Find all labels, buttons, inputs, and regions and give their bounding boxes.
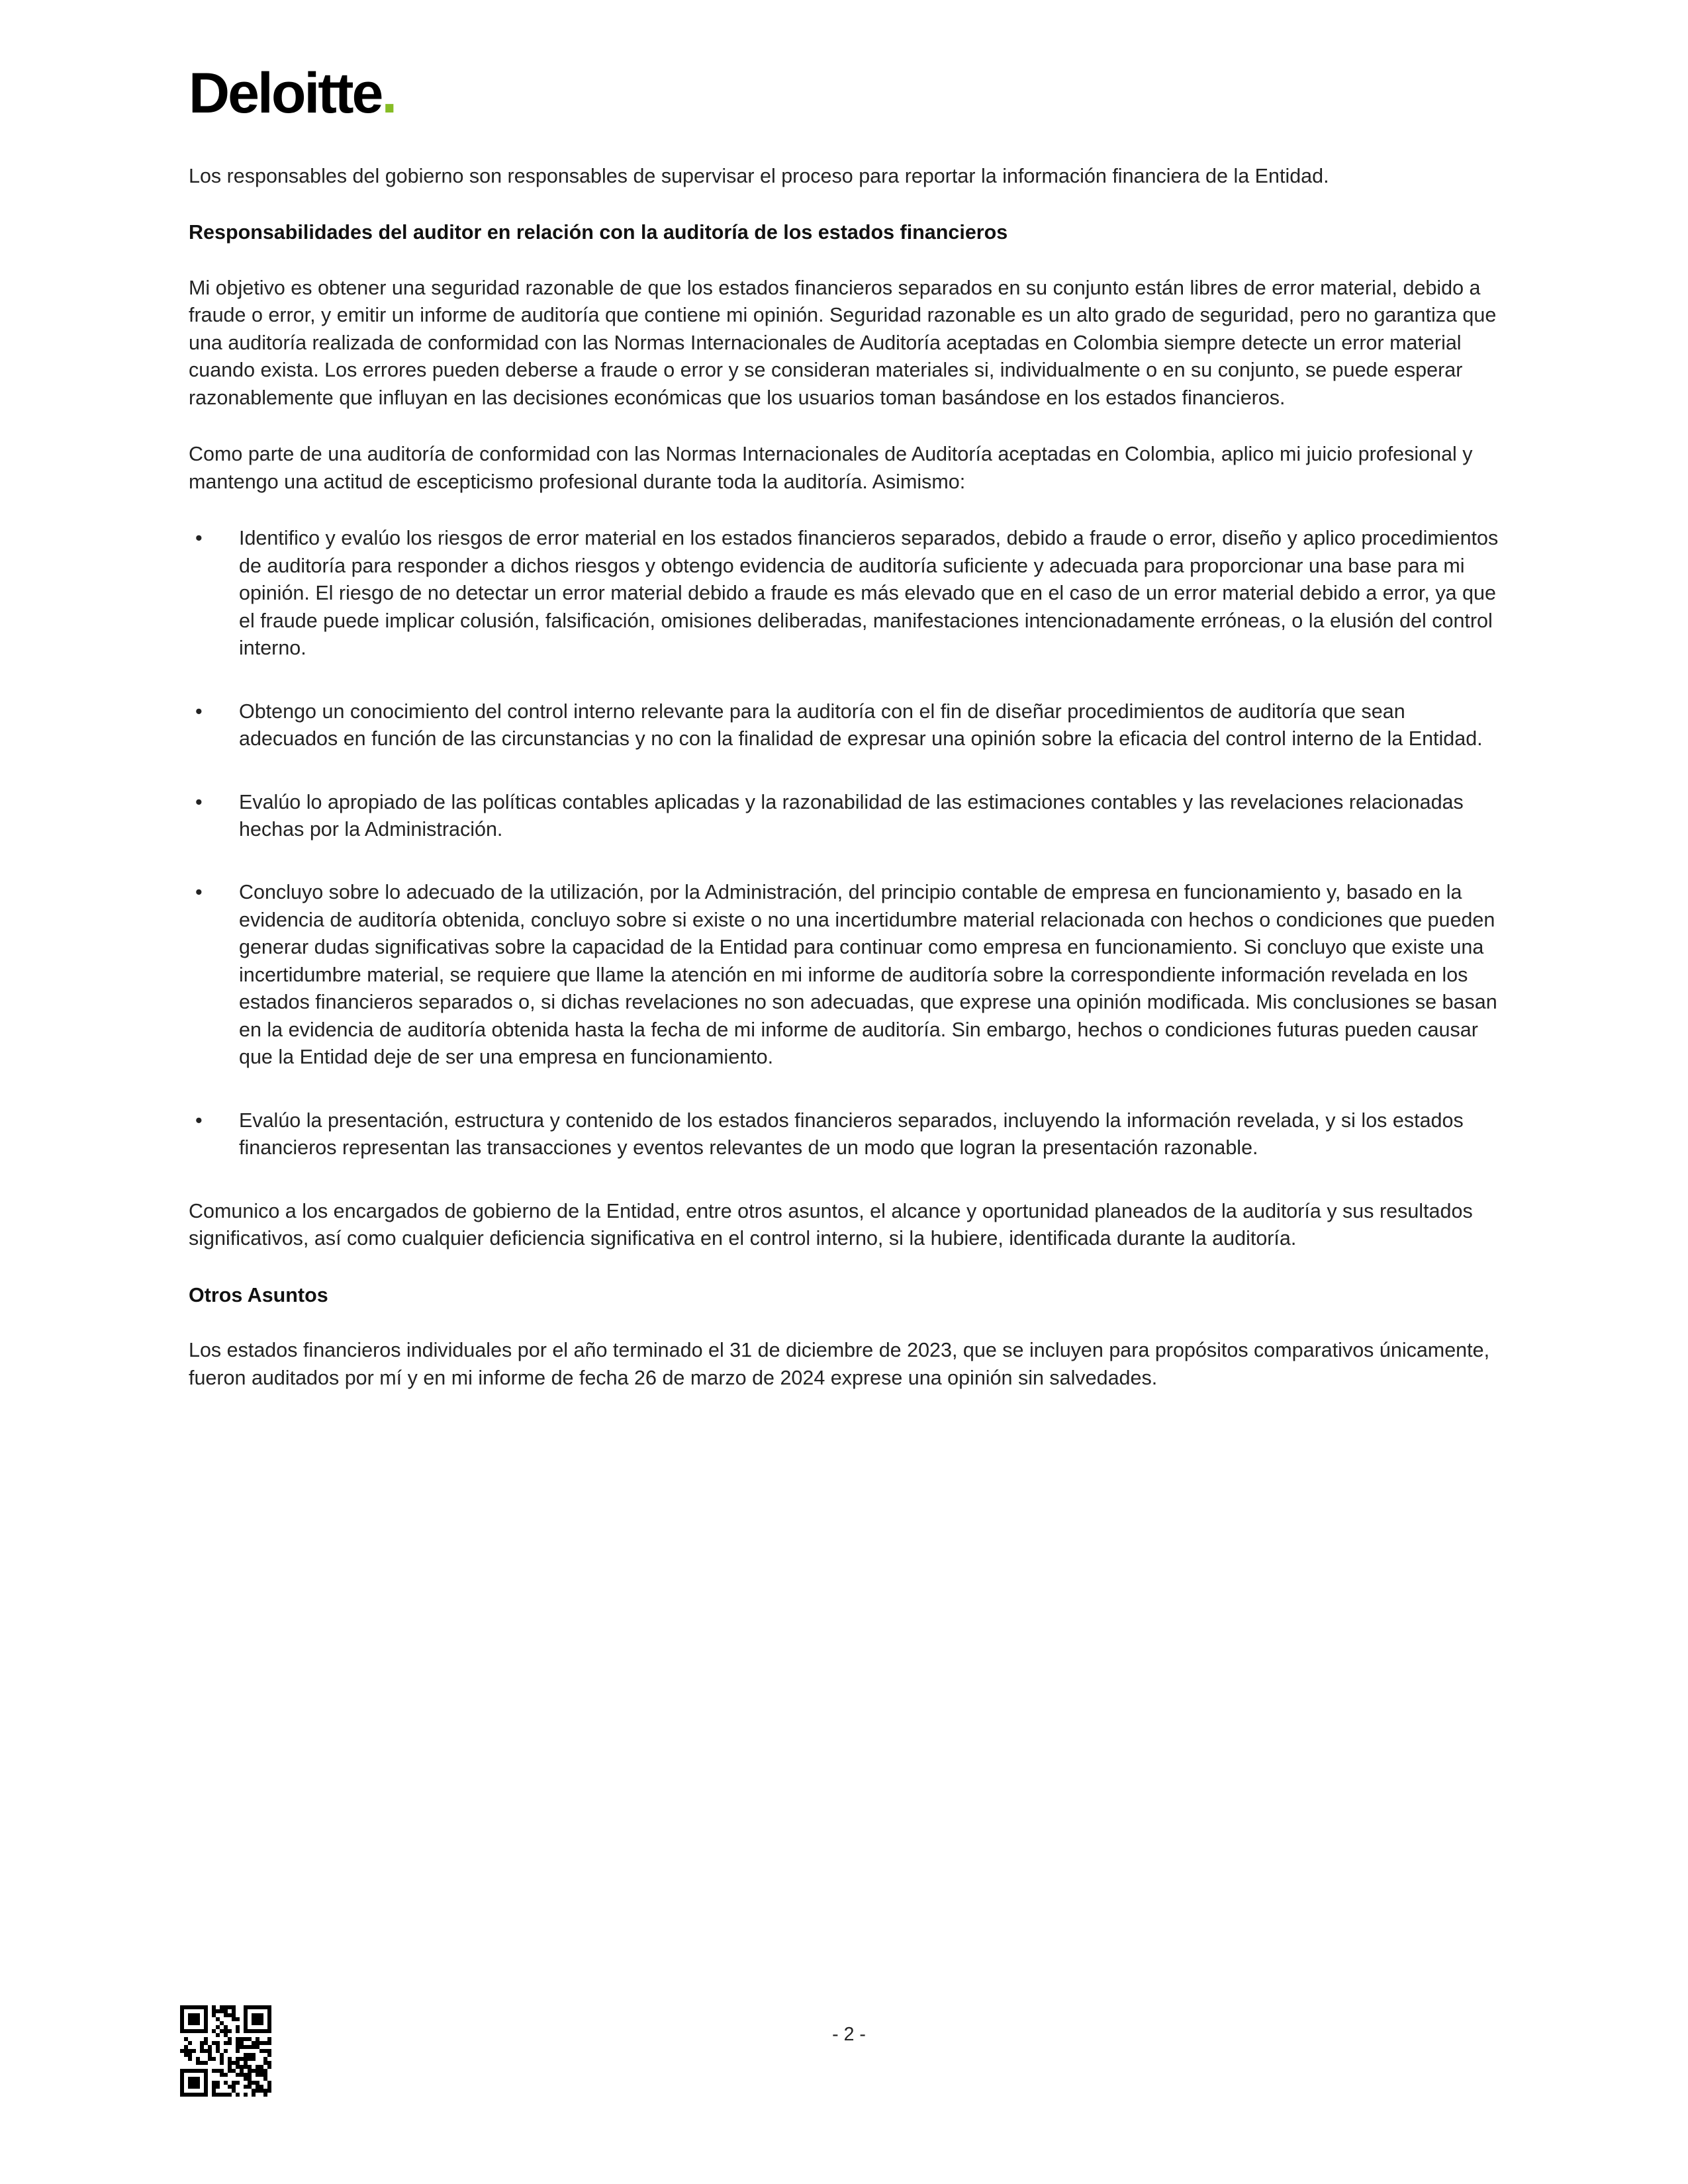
logo-dot: . xyxy=(381,62,398,125)
paragraph-audit-objective: Mi objetivo es obtener una seguridad razonable de que los estados financieros separados en su conjunto están libres de error material, debido a fraude o error, y emitir un informe de auditoría que contiene mi opinión. Seguridad razonable es un alto grado de seguridad, pero no garantiza que una auditoría realizada de conformidad con las Normas Internacionales de Auditoría aceptadas en Colombia siempre detecte un error material cuando exista. Los errores pueden deberse a fraude o error y se consideran materiales si, individualmente o en su conjunto, se puede esperar razonablemente que influyan en las decisiones económicas que los usuarios toman basándose en los estados financieros. xyxy=(189,276,1497,409)
document-body xyxy=(189,163,1509,1392)
list-item-accounting-policies: • Evalúo lo apropiado de las políticas contables aplicadas y la razonabilidad de las estimaciones contables y las revelaciones relacionadas hechas por la Administración. xyxy=(189,789,1509,844)
list-item-presentation: • Evalúo la presentación, estructura y contenido de los estados financieros separados, incluyendo la información revelada, y si los estados financieros representan las transacciones y eventos relevantes de un modo que logran la presentación razonable. xyxy=(189,1107,1509,1162)
qr-code-icon xyxy=(180,2005,273,2098)
bullet-list xyxy=(189,525,1509,1161)
document-page xyxy=(189,62,1509,1421)
list-item-internal-control: • Obtengo un conocimiento del control interno relevante para la auditoría con el fin de diseñar procedimientos de auditoría que sean adecuados en función de las circunstancias y no con la finalidad de expresar una opinión sobre la eficacia del control interno de la Entidad. xyxy=(189,698,1509,753)
paragraph-professional-judgment: Como parte de una auditoría de conformidad con las Normas Internacionales de Auditoría aceptadas en Colombia, aplico mi juicio profesional y mantengo una actitud de escepticismo profesional durante toda la auditoría. Asimismo: xyxy=(189,443,1473,493)
page-number: - 2 - xyxy=(832,2024,866,2045)
deloitte-logo xyxy=(189,62,1509,125)
list-item-going-concern: • Concluyo sobre lo adecuado de la utilización, por la Administración, del principio contable de empresa en funcionamiento y, basado en la evidencia de auditoría obtenida, concluyo sobre si existe o no una incertidumbre material relacionada con hechos o condiciones que pueden generar dudas significativas sobre la capacidad de la Entidad para continuar como empresa en funcionamiento. Si concluyo que existe una incertidumbre material, se requiere que llame la atención en mi informe de auditoría sobre la correspondiente información revelada en los estados financieros separados o, si dichas revelaciones no son adecuadas, que exprese una opinión modificada. Mis conclusiones se basan en la evidencia de auditoría obtenida hasta la fecha de mi informe de auditoría. Sin embargo, hechos o condiciones futuras pueden causar que la Entidad deje de ser una empresa en funcionamiento. xyxy=(189,879,1509,1071)
paragraph-other-matters: Los estados financieros individuales por el año terminado el 31 de diciembre de 2023, que se incluyen para propósitos comparativos únicamente, fueron auditados por mí y en mi informe de fecha 26 de marzo de 2024 exprese una opinión sin salvedades. xyxy=(189,1339,1490,1389)
logo-text: Deloitte xyxy=(189,62,382,125)
paragraph-communication: Comunico a los encargados de gobierno de la Entidad, entre otros asuntos, el alcance y oportunidad planeados de la auditoría y sus resultados significativos, así como cualquier deficiencia significativa en el control interno, si la hubiere, identificada durante la auditoría. xyxy=(189,1199,1473,1250)
paragraph-governance-responsibility: Los responsables del gobierno son responsables de supervisar el proceso para reportar la información financiera de la Entidad. xyxy=(189,165,1329,187)
list-item-risk-identification: • Identifico y evalúo los riesgos de error material en los estados financieros separados, debido a fraude o error, diseño y aplico procedimientos de auditoría para responder a dichos riesgos y obtengo evidencia de auditoría suficiente y adecuada para proporcionar una base para mi opinión. El riesgo de no detectar un error material debido a fraude es más elevado que en el caso de un error material debido a error, ya que el fraude puede implicar colusión, falsificación, omisiones deliberadas, manifestaciones intencionadamente erróneas, o la elusión del control interno. xyxy=(189,525,1509,662)
heading-other-matters: Otros Asuntos xyxy=(189,1283,328,1306)
heading-auditor-responsibilities: Responsabilidades del auditor en relación con la auditoría de los estados financieros xyxy=(189,221,1008,244)
